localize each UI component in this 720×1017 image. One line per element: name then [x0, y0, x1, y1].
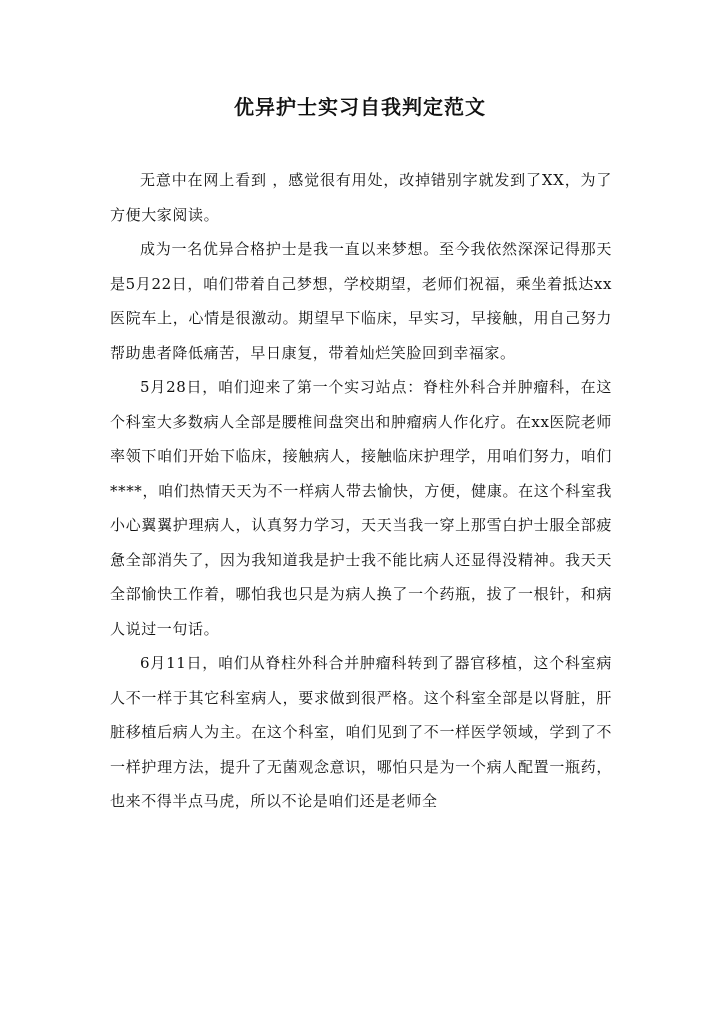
paragraph-organ-transplant: 6月11日，咱们从脊柱外科合并肿瘤科转到了器官移植，这个科室病人不一样于其它科室病人，要求做到很严格。这个科室全部是以肾脏，肝脏移植后病人为主。在这个科室，咱们见到了不一样医学领域，学到了不一样护理方法，提升了无菌观念意识，哪怕只是为一个病人配置一瓶药，也来不得半点马虎，所以不论是咱们还是老师全 [110, 654, 612, 810]
paragraph-intro: 无意中在网上看到 ，感觉很有用处，改掉错别字就发到了XX，为了方便大家阅读。 [110, 171, 612, 224]
paragraph-dream: 成为一名优异合格护士是我一直以来梦想。至今我依然深深记得那天是5月22日，咱们带着自己梦想，学校期望，老师们祝福，乘坐着抵达xx医院车上，心情是很激动。期望早下临床，早实习，早接触，用自己努力帮助患者降低痛苦，早日康复，带着灿烂笑脸回到幸福家。 [110, 240, 612, 362]
document-title: 优异护士实习自我判定范文 [234, 95, 486, 119]
paragraph-first-station: 5月28日，咱们迎来了第一个实习站点：脊柱外科合并肿瘤科，在这个科室大多数病人全部是腰椎间盘突出和肿瘤病人作化疗。在xx医院老师率领下咱们开始下临床，接触病人，接触临床护理学，用咱们努力，咱们****，咱们热情天天为不一样病人带去愉快，方便，健康。在这个科室我小心翼翼护理病人，认真努力学习，天天当我一穿上那雪白护士服全部疲惫全部消失了，因为我知道我是护士我不能比病人还显得没精神。我天天全部愉快工作着，哪怕我也只是为病人换了一个药瓶，拔了一根针，和病人说过一句话。 [110, 378, 612, 638]
document-body [110, 163, 612, 819]
